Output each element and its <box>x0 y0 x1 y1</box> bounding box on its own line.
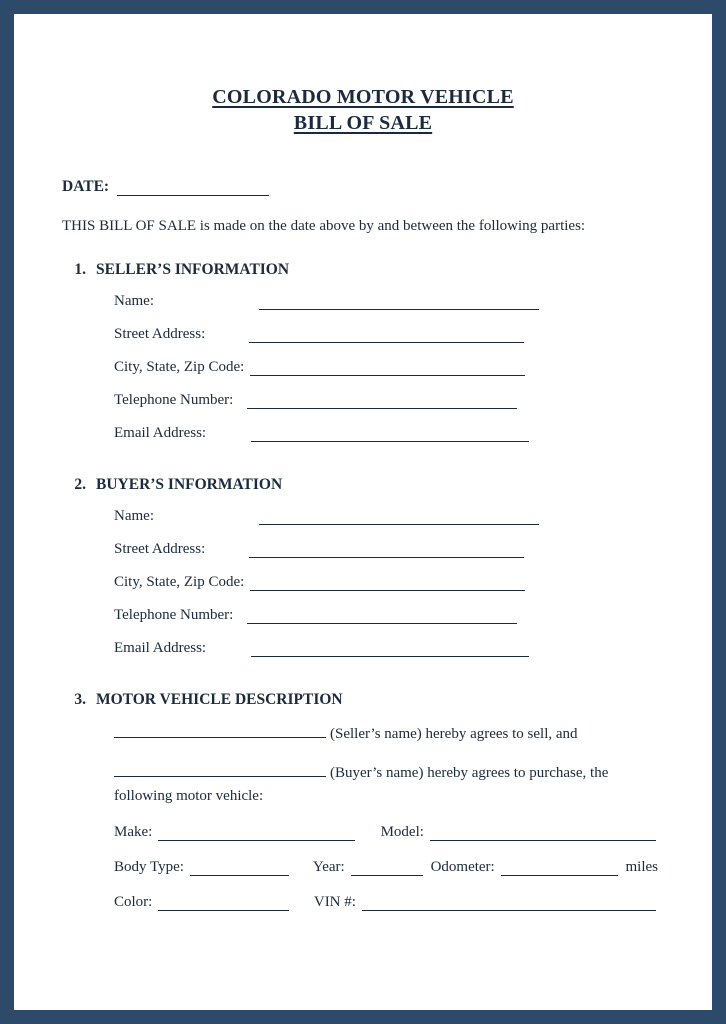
year-label: Year: <box>312 859 345 875</box>
field-row-buyer-street-address <box>62 541 664 558</box>
seller-clause-text: (Seller’s name) hereby agrees to sell, and <box>330 726 578 742</box>
field-label: City, State, Zip Code: <box>114 359 245 375</box>
seller-city-state-zip-input-line[interactable] <box>250 362 525 376</box>
field-label: City, State, Zip Code: <box>114 574 245 590</box>
vehicle-row-color-vin <box>62 894 664 911</box>
section-number: 3. <box>74 691 86 708</box>
date-label: DATE: <box>62 178 110 195</box>
field-label: Name: <box>114 293 154 309</box>
section-heading-seller <box>62 261 664 279</box>
vin-input-line[interactable] <box>362 897 656 911</box>
buyer-clause <box>62 762 664 808</box>
section-buyer-information <box>62 476 664 657</box>
field-row-seller-name <box>62 293 664 310</box>
title-line-2: BILL OF SALE <box>293 112 433 134</box>
buyer-city-state-zip-input-line[interactable] <box>250 577 525 591</box>
spacer <box>62 458 664 476</box>
field-label: Name: <box>114 508 154 524</box>
title-line-1: COLORADO MOTOR VEHICLE <box>212 86 514 108</box>
buyer-telephone-input-line[interactable] <box>247 610 517 624</box>
seller-name-input-line[interactable] <box>259 296 539 310</box>
buyer-email-input-line[interactable] <box>251 643 529 657</box>
field-label: Telephone Number: <box>114 392 234 408</box>
section-heading-buyer <box>62 476 664 494</box>
date-field-row <box>62 178 664 196</box>
page-subtitle <box>62 110 664 136</box>
body-type-input-line[interactable] <box>190 862 289 876</box>
vehicle-row-bodytype-year-odometer <box>62 859 664 876</box>
section-seller-information <box>62 261 664 442</box>
document-page <box>14 14 712 1010</box>
section-motor-vehicle-description <box>62 691 664 911</box>
section-heading-vehicle <box>62 691 664 709</box>
field-row-buyer-email <box>62 640 664 657</box>
color-label: Color: <box>114 894 153 910</box>
field-row-seller-email <box>62 425 664 442</box>
field-row-buyer-telephone <box>62 607 664 624</box>
odometer-label: Odometer: <box>430 859 495 875</box>
buyer-street-address-input-line[interactable] <box>249 544 524 558</box>
seller-name-clause-input-line[interactable] <box>114 724 326 738</box>
make-input-line[interactable] <box>158 827 355 841</box>
buyer-clause-text: (Buyer’s name) hereby agrees to purchase, the following motor vehicle: <box>114 765 609 804</box>
vehicle-row-make-model <box>62 824 664 841</box>
make-label: Make: <box>114 824 153 840</box>
body-type-label: Body Type: <box>114 859 184 875</box>
miles-unit-label: miles <box>625 859 658 875</box>
intro-paragraph: THIS BILL OF SALE is made on the date above by and between the following parties: <box>62 218 586 234</box>
field-row-buyer-city-state-zip <box>62 574 664 591</box>
field-label: Email Address: <box>114 640 207 656</box>
seller-telephone-input-line[interactable] <box>247 395 517 409</box>
field-row-buyer-name <box>62 508 664 525</box>
field-label: Telephone Number: <box>114 607 234 623</box>
section-title: MOTOR VEHICLE DESCRIPTION <box>96 691 343 708</box>
page-title <box>62 84 664 110</box>
section-number: 2. <box>74 476 86 493</box>
field-label: Street Address: <box>114 541 206 557</box>
model-input-line[interactable] <box>430 827 656 841</box>
seller-street-address-input-line[interactable] <box>249 329 524 343</box>
buyer-name-clause-input-line[interactable] <box>114 763 326 777</box>
color-input-line[interactable] <box>158 897 288 911</box>
document-title-block <box>62 84 664 136</box>
date-input-line[interactable] <box>117 181 269 196</box>
odometer-input-line[interactable] <box>501 862 618 876</box>
spacer <box>62 673 664 691</box>
seller-email-input-line[interactable] <box>251 428 529 442</box>
vin-label: VIN #: <box>313 894 356 910</box>
year-input-line[interactable] <box>351 862 423 876</box>
section-title: SELLER’S INFORMATION <box>96 261 290 278</box>
model-label: Model: <box>380 824 424 840</box>
section-number: 1. <box>74 261 86 278</box>
field-row-seller-city-state-zip <box>62 359 664 376</box>
buyer-name-input-line[interactable] <box>259 511 539 525</box>
section-title: BUYER’S INFORMATION <box>96 476 283 493</box>
seller-clause <box>62 723 664 746</box>
field-label: Street Address: <box>114 326 206 342</box>
field-row-seller-telephone <box>62 392 664 409</box>
field-row-seller-street-address <box>62 326 664 343</box>
field-label: Email Address: <box>114 425 207 441</box>
